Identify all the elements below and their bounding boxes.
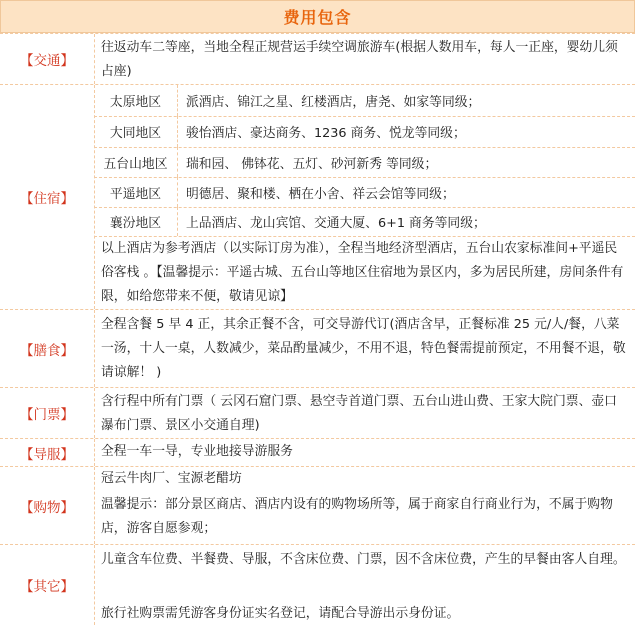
- row-ticket: [0, 387, 635, 438]
- hotel-label: 【住宿】: [0, 85, 95, 309]
- hotel-list: 骏怡酒店、豪达商务、1236 商务、悦龙等同级；: [186, 126, 466, 141]
- hotel-list: 派酒店、锦江之星、红楼酒店，唐尧、如家等同级；: [186, 95, 481, 110]
- row-guide: [0, 438, 635, 466]
- traffic-text: 往返动车二等座，当地全程正规营运手续空调旅游车(根据人数用车，每人一正座，婴幼儿须占座): [101, 40, 618, 79]
- row-shopping: [0, 466, 635, 544]
- other-line1: 儿童含车位费、半餐费、导服，不含床位费、门票，因不含床位费，产生的早餐由客人自理。: [101, 552, 626, 567]
- guide-label: 【导服】: [0, 439, 95, 466]
- hotel-list: 上品酒店、龙山宾馆、交通大厦、6+1 商务等同级；: [186, 216, 486, 231]
- hotel-area: 大同地区: [94, 116, 178, 147]
- hotel-row-pingyao: [94, 177, 635, 208]
- hotel-row-taiyuan: [94, 85, 635, 117]
- row-hotel: [0, 84, 635, 309]
- hotel-area: 五台山地区: [94, 147, 178, 177]
- ticket-text: 含行程中所有门票（ 云冈石窟门票、悬空寺首道门票、五台山进山费、王家大院门票、壶口瀑布门票、景区小交通自理): [101, 394, 617, 433]
- hotel-area: 太原地区: [94, 85, 178, 116]
- shopping-line2: 温馨提示：部分景区商店、酒店内设有的购物场所等，属于商家自行商业行为，不属于购物店，游客自愿参观；: [101, 497, 613, 536]
- row-meal: [0, 309, 635, 387]
- meal-label: 【膳食】: [0, 310, 95, 387]
- shopping-line1: 冠云牛肉厂、宝源老醋坊: [101, 471, 242, 486]
- hotel-row-xiangfen: [94, 207, 635, 237]
- hotel-area: 平遥地区: [94, 177, 178, 207]
- traffic-label: 【交通】: [0, 34, 95, 84]
- ticket-label: 【门票】: [0, 388, 95, 438]
- table-title: 费用包含: [0, 0, 635, 33]
- other-label: 【其它】: [0, 545, 95, 625]
- hotel-area: 襄汾地区: [94, 207, 178, 236]
- hotel-row-wutaishan: [94, 147, 635, 178]
- row-other: [0, 544, 635, 625]
- shopping-label: 【购物】: [0, 467, 95, 544]
- hotel-row-datong: [94, 116, 635, 148]
- meal-text: 全程含餐 5 早 4 正，其余正餐不含，可交导游代订(酒店含早，正餐标准 25 元/人/餐，八菜一汤，十人一桌，人数减少，菜品酌量减少，不用不退，特色餐需提前预定，不用餐不退，敬请谅解！ ): [101, 317, 626, 380]
- hotel-list: 明德居、聚和楼、栖在小舍、祥云会馆等同级；: [186, 186, 455, 202]
- hotel-list: 瑞和园、 佛钵花、五灯、砂河新秀 等同级；: [186, 156, 438, 172]
- other-line2: 旅行社购票需凭游客身份证实名登记，请配合导游出示身份证。: [101, 606, 460, 621]
- row-traffic: [0, 33, 635, 84]
- guide-text: 全程一车一导，专业地接导游服务: [101, 444, 293, 459]
- hotel-note: 以上酒店为参考酒店（以实际订房为准），全程当地经济型酒店，五台山农家标准间+平遥民俗客栈 。【温馨提示：平遥古城、五台山等地区住宿地为景区内，多为居民所建，房间条件有限，如给您带来不便，敬请见谅】: [101, 241, 624, 304]
